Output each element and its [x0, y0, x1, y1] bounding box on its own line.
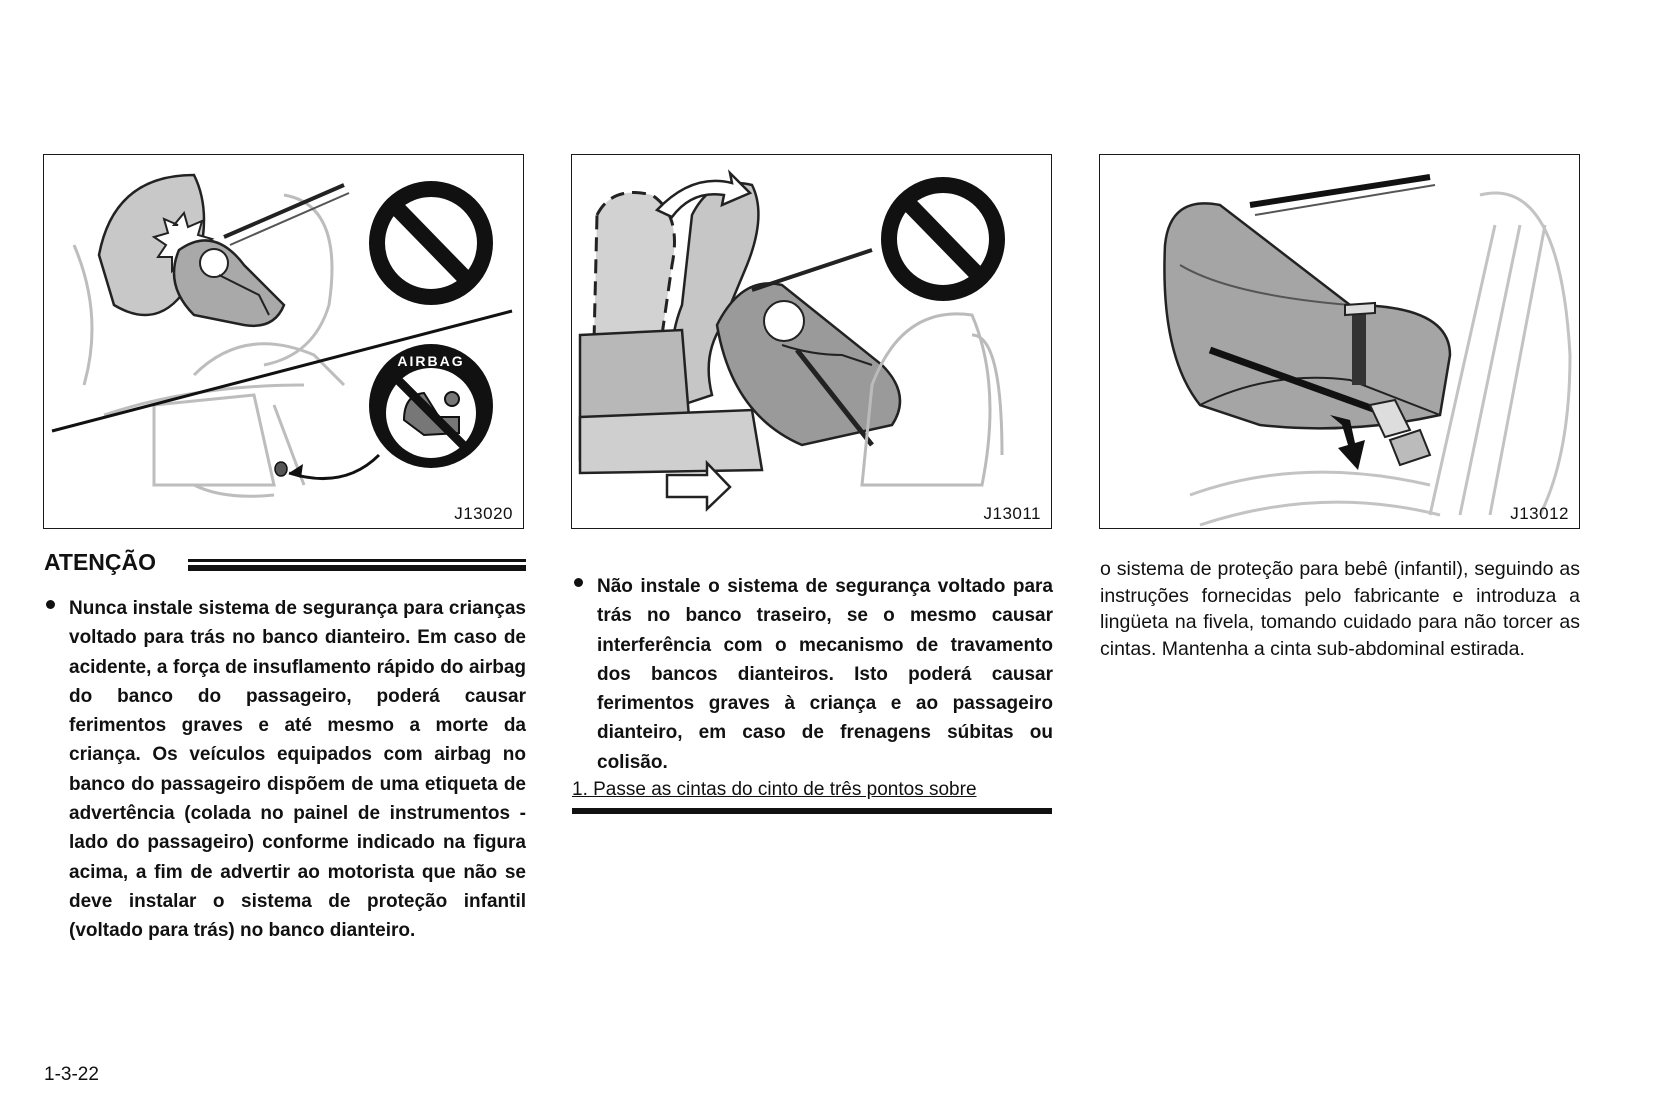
figure-code: J13011 [983, 504, 1041, 523]
instruction-step-1: 1. Passe as cintas do cinto de três pontos sobre [572, 779, 977, 800]
figure-rear-seat-interference [571, 154, 1052, 529]
figure-code: J13020 [454, 504, 513, 523]
warning-bullet-rear-seat: Não instale o sistema de segurança voltado para trás no banco traseiro, se o mesmo causar interferência com o mecanismo de travamento dos bancos dianteiros. Isto poderá causar ferimentos graves à criança e ao passageiro dianteiro, em caso de frenagens súbitas ou colisão. [597, 576, 1053, 773]
airbag-badge-text: AIRBAG [397, 353, 465, 369]
warning-end-rule [572, 808, 1052, 814]
figure-code: J13012 [1510, 504, 1569, 523]
warning-heading-row [44, 549, 526, 583]
warning-heading: ATENÇÃO [44, 549, 157, 575]
bullet-dot [574, 578, 583, 587]
bullet-dot [46, 600, 55, 609]
illustration-rear-seat-child-seat [572, 155, 1052, 529]
figure-airbag-warning [43, 154, 524, 529]
figure-belt-installation [1099, 154, 1580, 529]
illustration-front-seat-airbag [44, 155, 524, 529]
warning-bullet-front-seat: Nunca instale sistema de segurança para crianças voltado para trás no banco dianteiro. Em caso de acidente, a força de insuflamento rápido do airbag do banco do passageiro, poderá causar ferimentos graves e até mesmo a morte da criança. Os veículos equipados com airbag no banco do passageiro dispõem de uma etiqueta de advertência (colada no painel de instrumentos - lado do passageiro) conforme indicado na figura acima, a fim de advertir ao motorista que não se deve instalar o sistema de proteção infantil (voltado para trás) no banco dianteiro. [69, 598, 526, 942]
page-number: 1-3-22 [44, 1064, 99, 1085]
illustration-belt-buckle [1100, 155, 1580, 529]
instruction-step-1-continued: o sistema de proteção para bebê (infantil), seguindo as instruções fornecidas pelo fabricante e introduza a lingüeta na fivela, tomando cuidado para não torcer as cintas. Mantenha a cinta sub-abdominal estirada. [1100, 558, 1580, 661]
warning-heading-rule [188, 559, 526, 568]
